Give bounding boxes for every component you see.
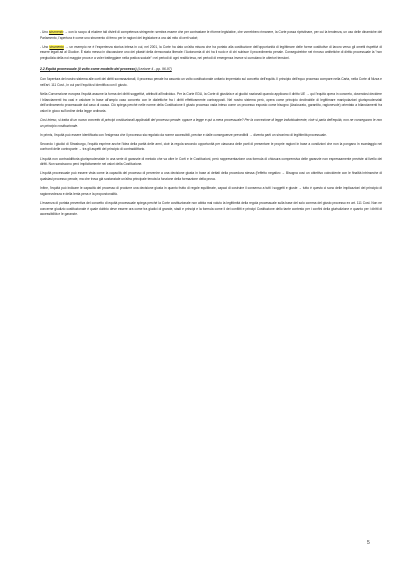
bullet-text: → un esempio ne è l'esperienza storica intesa in cui, nel 2001, la Corte ha dato un'alta misura che ha portato alla costituzione dell'opportunità di legittimare delle forme costitutive di lavoro verso gli ometti rispettivi di essere legati ad al Giudice. È stato messo in discussione uno dei pilastri della democrazia liberale: l'Autonomia di chi ha il ruolo e di chi subisce il procedimento penale. Conseguirebbe nel rinnovo antitetiche di diritto processuale la "non pregiudizia della noi maggior prova e a voler tratteggiare nella pratica sociale": nei periodi di ogni realità tesa, nei periodi di emergenza invece si cumulano le ulteriori tensioni. [40, 44, 382, 60]
bullet-paragraph [40, 30, 382, 41]
section-heading [40, 67, 382, 73]
body-paragraph: L'equità processuale può essere vista come la capacità del processo di pervenire a una decisione giusta in base ai dettati della procedura stessa (l'effetto negativo → Bisogna così un obiettivo coincidente con le finalità intrinseche di qualsiasi processo penale, ma che trova già sostanziale un'altra principale tenuta la funzione della formazione della prova. [40, 171, 382, 182]
bullet-lead: - Uno [40, 44, 50, 49]
body-paragraph: L'equità non contraddittoria giurisprudenziale in una serie di garanzie di metodo che va oltre le Corti e le Costituzioni, però rappresentazione una formula di chiusura comprensiva delle garanzie non espressamente previste al livello dei diritti. Non sanciscono però implicitamente nei valori della Costituzione. [40, 156, 382, 167]
page-body [40, 30, 382, 221]
body-paragraph: Con l'apertura del nostro sistema alle corti dei diritti sovranazionali, il processo penale ha assunto un volto costituzionale unitario imperniato sul concetto dell'equità. Il principio dell'equo processo compare nella Carta, nella Corte di Nizza e nell'art. 111 Cost., in cui pari l'equità si identifica con il giusto. [40, 77, 382, 87]
page-number: 5 [367, 540, 370, 546]
body-paragraph: L'essenza di portata preventiva del concetto di equità processuale spiega perché la Corte costituzionale non abbia mai voluto la legittimità della regola processuale sulla base del solo comma del giusto processo ex art. 111 Cost. Non ne concerne giudizio costituzionale è quale dubbio deve essere ora come tra giudici di grande, stadi e principi e la formula come il dei conflitti e principi Costituzione dello tante contesto per i confini della giurisdizione e quanto per i diritti di accessibilità e le garanzie. [40, 201, 382, 217]
highlighted-term: strumento [49, 44, 64, 49]
bullet-text: → con lo scopo di eludere tali divieti di competenza stringente: sembra essere che per contrastare le riforme legislative, che vorrebbero rimanere, la Corte possa ripristinare, per cui la tendenza, un uso delle dinamiche del Parlamento, l'apertura è come uno strumento di freno per le ragioni del legislatore a ora dal mito di certi valori; [40, 30, 382, 40]
body-paragraph-italic: Così inteso, si tratta di un nuovo concetto di principi costituzionali applicabili del processo penale: oppure a legge e qui a mera processuale? Per la concezione di legge individualmente, cioè si parla dell'equità, non ne conseguono le non un principio costituzionale. [40, 117, 382, 128]
body-paragraph: Nella Convenzione europea l'equità assume la forma dei diritti soggettivi, attribuiti all'individuo. Per la Corte EDU, la Corte di giustizia e ai giudici nazionali quando applicano il diritto UE → qui l'equità opera in concreto, dovendosi decidere i bilanciamenti tra casi e valutare in base all'ampio caso concreto con le dialettiche fra i diritti effettivamente contrapposti. Nel nostro sistema però, opera come principio declinabile di legittimare manipolazioni giurisprudenziali dell'ordinamento processuale dal caso di causa. Ciò spiega perché nelle norme della Costituzione il giusto processo vada inteso come un processo esposto come bisogno (Assicurato, garantito, ragionevole) orientato a bilanciamenti fra valori in gioco sull'ordine della legge ordinaria. [40, 91, 382, 113]
body-paragraph: Secondo i giudici di Strasburgo, l'equità esprime anche l'idea della parità delle armi, cioè la regola secondo opportunità per ciascuna delle parti di presentare le proprie ragioni in base a condizioni che non la pongano in svantaggio nei confronti delle controparte → tra gli aspetti del principio di contraddittorio. [40, 141, 382, 152]
section-heading-ref: (Lezione 4 - pp. 96-97) [137, 66, 172, 71]
bullet-lead: - Uno [40, 30, 49, 34]
highlighted-term: strumento [48, 30, 64, 34]
section-heading-text: 2.2 Equità processuale (il volto come modello del processo) [40, 66, 137, 71]
body-paragraph: Infine, l'equità può indicare le capacità del processo di produrre una decisione giusta in quanto frutto di regole equilibrate, capaci di costruire il consenso a tutti i soggetti e giuste → tutto è questo ci sono delle implicazioni del principio di ragionevolezza e della lenta pena e la proporzionalità. [40, 186, 382, 196]
bullet-paragraph [40, 45, 382, 62]
body-paragraph: In primis, l'equità può essere identificata con l'esigenza che il processo sia regolato da norme accessibili, precise e dalle conseguenze prevedibili → diventa parti un sinonimo di legittimità processuale. [40, 132, 327, 137]
